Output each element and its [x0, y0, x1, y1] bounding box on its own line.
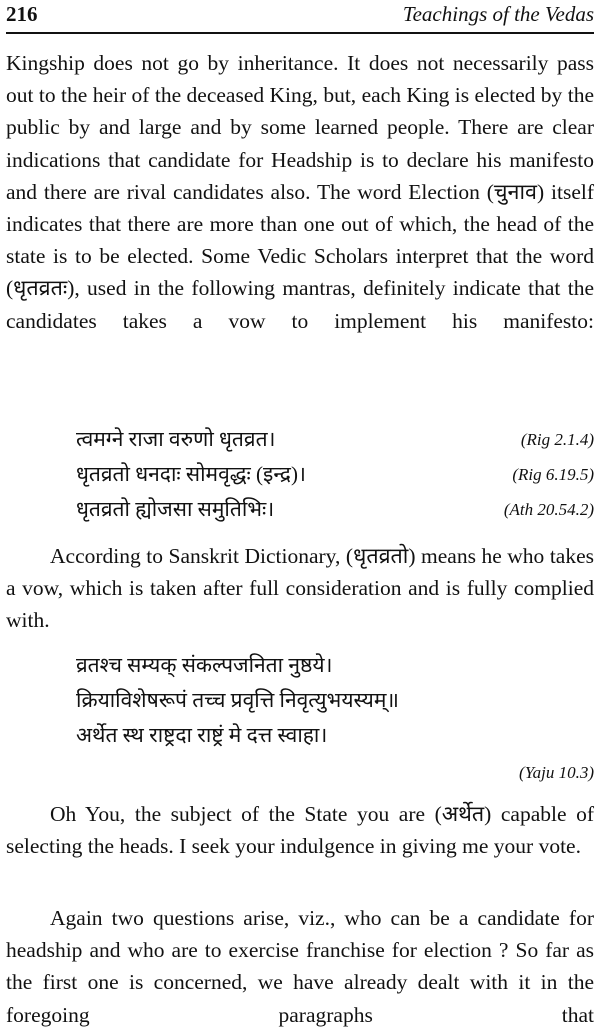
verse-text: व्रतश्च सम्यक् संकल्पजनिता नुष्ठये।: [76, 653, 333, 677]
paragraph-dictionary: According to Sanskrit Dictionary, (धृतव्रतो) means he who takes a vow, which is taken after full consideration and is fully complied with.: [6, 544, 594, 633]
verse-line: [76, 492, 594, 527]
verse-text: अर्थेत स्थ राष्ट्रदा राष्ट्रं मे दत्त स्वाहा।: [76, 723, 328, 747]
verse-text: धृतव्रतो ह्योजसा समुतिभिः।: [76, 497, 275, 521]
paragraph-vote: Oh You, the subject of the State you are (अर्थेत) capable of selecting the heads. I seek your indulgence in giving me your vote.: [6, 802, 594, 859]
verse-text: त्वमग्ने राजा वरुणो धृतव्रत।: [76, 427, 276, 451]
verse-block-mantras: [76, 422, 594, 527]
verse-reference: (Rig 2.1.4): [520, 430, 594, 449]
verse-reference: (Ath 20.54.2): [503, 500, 594, 519]
verse-block-yajurveda: [76, 648, 594, 753]
verse-line: [76, 718, 594, 753]
verse-line: [76, 422, 594, 457]
verse-reference: (Yaju 10.3): [519, 763, 594, 782]
verse-text: क्रियाविशेषरूपं तच्च प्रवृत्ति निवृत्युभयस्यम्॥: [76, 688, 399, 712]
paragraph-questions: Again two questions arise, viz., who can be a candidate for headship and who are to exercise franchise for election ? So far as the first one is concerned, we have already dealt with it in the foregoing paragraphs that: [6, 906, 594, 1027]
verse-reference: (Rig 6.19.5): [512, 465, 594, 484]
verse-line: [76, 648, 594, 683]
page-number: 216: [6, 2, 38, 26]
verse-line: [76, 457, 594, 492]
verse-text: धृतव्रतो धनदाः सोमवृद्धः (इन्द्र)।: [76, 462, 306, 486]
verse-line: [76, 683, 594, 718]
paragraph-kingship: Kingship does not go by inheritance. It does not necessarily pass out to the heir of the deceased King, but, each King is elected by the public by and large and by some learned people. There are clear indications that candidate for Headship is to declare his manifesto and there are rival candidates also. The word Election (चुनाव) itself indicates that there are more than one out of which, the head of the state is to be elected. Some Vedic Scholars interpret that the word (धृतव्रतः), used in the following mantras, definitely indicate that the candidates takes a vow to implement his manifesto:: [6, 51, 594, 333]
page-header: [6, 0, 594, 34]
running-title: Teachings of the Vedas: [402, 2, 594, 26]
